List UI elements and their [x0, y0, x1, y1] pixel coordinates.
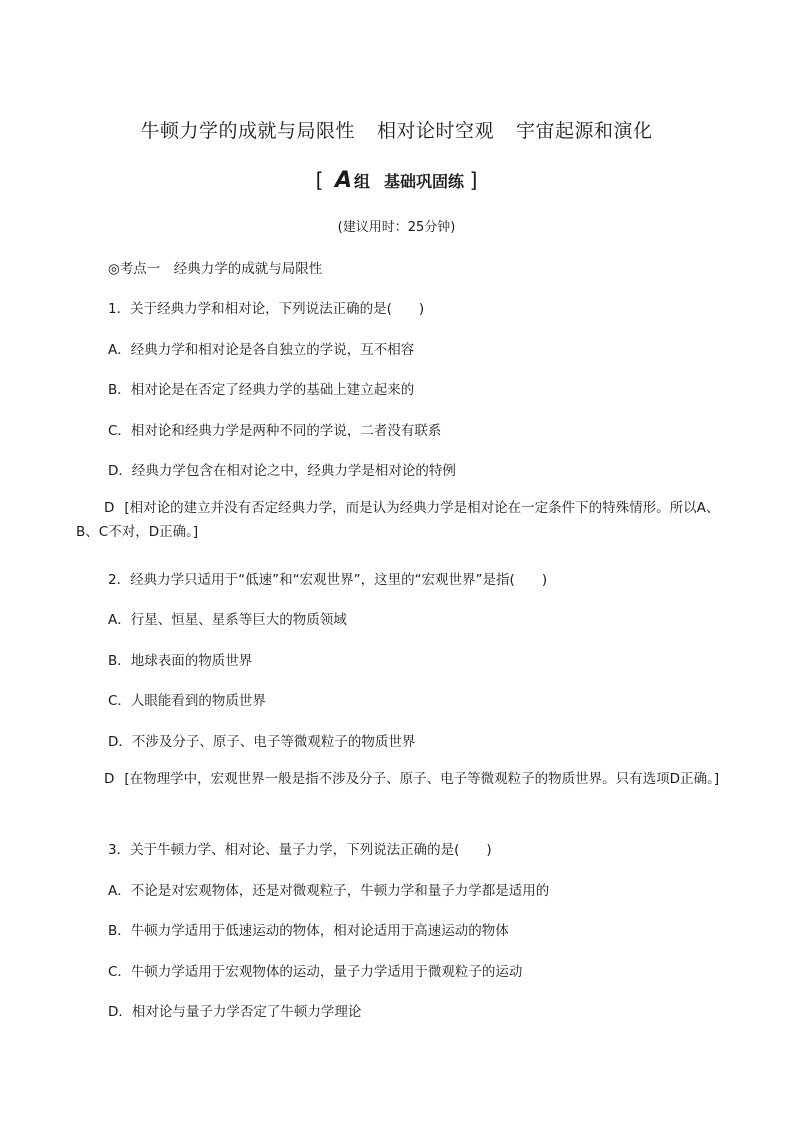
- title-part-2: 相对论时空观: [376, 120, 494, 142]
- group-name: 基础巩固练: [384, 172, 465, 191]
- q1-answer-text: [相对论的建立并没有否定经典力学，而是认为经典力学是相对论在一定条件下的特殊情形。所以A、B、C不对，D正确。]: [76, 500, 720, 540]
- q1-option-c: C．相对论和经典力学是两种不同的学说，二者没有联系: [108, 423, 442, 439]
- q3-option-b: B．牛顿力学适用于低速运动的物体，相对论适用于高速运动的物体: [108, 923, 509, 939]
- q2-stem: 2．经典力学只适用于“低速”和“宏观世界”，这里的“宏观世界”是指( ): [108, 572, 548, 588]
- page-title: [0, 116, 793, 143]
- title-part-1: 牛顿力学的成就与局限性: [140, 120, 355, 142]
- group-open-bracket: [: [315, 168, 324, 192]
- q2-answer-key: D: [104, 771, 115, 787]
- q1-option-b: B．相对论是在否定了经典力学的基础上建立起来的: [108, 382, 415, 398]
- time-hint: (建议用时：25分钟): [337, 220, 456, 235]
- title-part-3: 宇宙起源和演化: [516, 120, 653, 142]
- section-heading: ◎考点一 经典力学的成就与局限性: [108, 261, 323, 277]
- group-header: [0, 168, 793, 193]
- group-close-bracket: ]: [469, 168, 478, 192]
- q2-option-d: D．不涉及分子、原子、电子等微观粒子的物质世界: [108, 734, 416, 750]
- q3-option-a: A．不论是对宏观物体，还是对微观粒子，牛顿力学和量子力学都是适用的: [108, 883, 550, 899]
- group-letter: A: [334, 168, 352, 193]
- q1-option-a: A．经典力学和相对论是各自独立的学说，互不相容: [108, 342, 415, 358]
- q3-stem: 3．关于牛顿力学、相对论、量子力学，下列说法正确的是( ): [108, 842, 492, 858]
- q2-answer-text: [在物理学中，宏观世界一般是指不涉及分子、原子、电子等微观粒子的物质世界。只有选项D正确。]: [124, 771, 720, 787]
- q1-answer: [76, 496, 721, 544]
- q2-option-b: B．地球表面的物质世界: [108, 653, 253, 669]
- q2-option-a: A．行星、恒星、星系等巨大的物质领域: [108, 612, 347, 628]
- q3-option-c: C．牛顿力学适用于宏观物体的运动，量子力学适用于微观粒子的运动: [108, 964, 523, 980]
- q3-option-d: D．相对论与量子力学否定了牛顿力学理论: [108, 1004, 362, 1020]
- q1-stem: 1．关于经典力学和相对论，下列说法正确的是( ): [108, 301, 425, 317]
- q1-answer-key: D: [104, 500, 115, 516]
- q1-option-d: D．经典力学包含在相对论之中，经典力学是相对论的特例: [108, 463, 456, 479]
- q2-option-c: C．人眼能看到的物质世界: [108, 693, 266, 709]
- group-label: 组: [354, 172, 371, 191]
- q2-answer: [76, 767, 721, 791]
